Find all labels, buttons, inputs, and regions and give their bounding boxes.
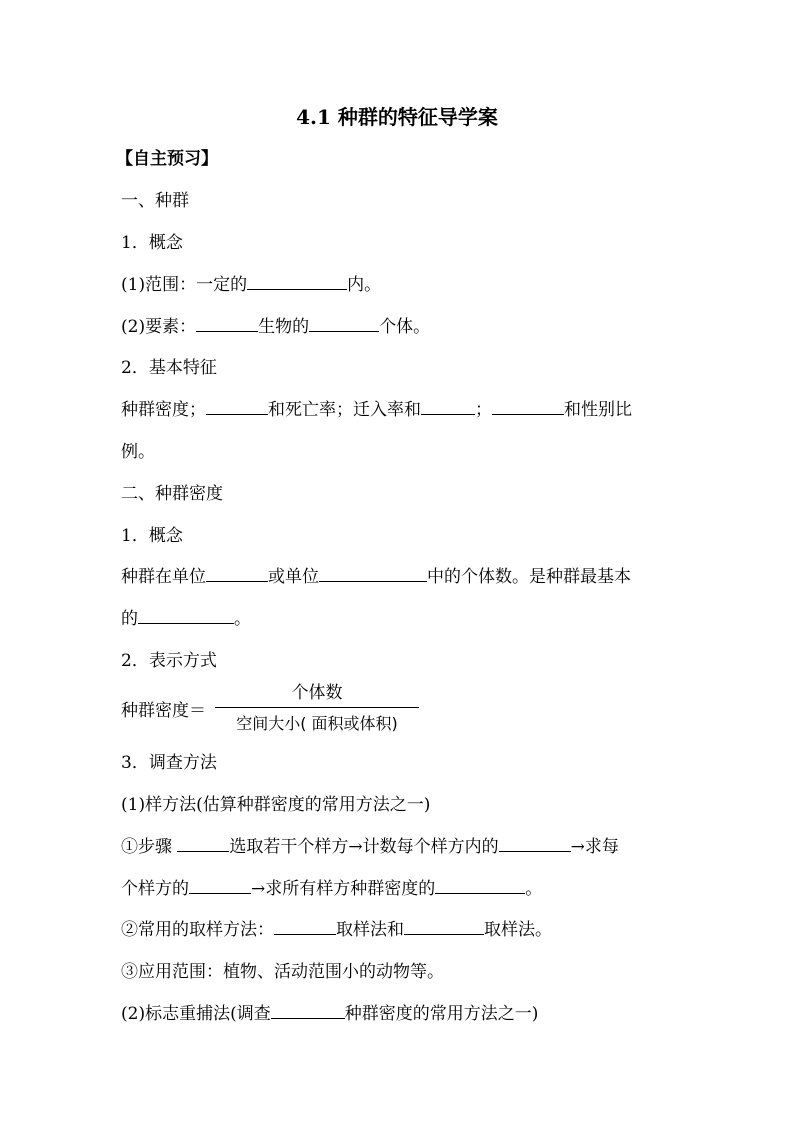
page-title: 4.1 种群的特征导学案 [296,105,498,129]
sampling-line [121,919,552,941]
density-blank-1[interactable] [206,566,268,582]
sampling-text-a: ②常用的取样方法： [121,920,274,940]
steps-blank-1[interactable] [177,836,229,852]
expression-heading: 2．表示方式 [121,651,217,671]
mark-recapture-line [121,1003,538,1025]
density-concept-d: 的 [121,609,138,629]
features-line [121,399,632,421]
steps-text-f: 。 [525,879,543,899]
features-line-cont: 例。 [121,442,155,462]
concept-heading: 1．概念 [121,233,183,253]
scope-line [121,274,381,296]
density-concept-e: 。 [234,609,251,629]
steps-text-c: →求每 [570,837,619,857]
formula-numerator: 个体数 [291,683,343,703]
steps-text-b: 选取若干个样方→计数每个样方内的 [229,837,499,857]
mark-text-b: 种群密度的常用方法之一) [344,1004,539,1024]
density-concept-a: 种群在单位 [121,567,206,587]
features-text-d: 和性别比 [564,400,632,420]
quadrat-heading: (1)样方法(估算种群密度的常用方法之一) [121,795,431,815]
steps-blank-4[interactable] [435,878,525,894]
features-heading: 2．基本特征 [121,358,217,378]
steps-blank-3[interactable] [189,878,251,894]
sampling-text-b: 取样法和 [336,920,404,940]
sampling-blank-2[interactable] [404,919,484,935]
mark-text-a: (2)标志重捕法(调查 [121,1004,271,1024]
elements-end-text: 个体。 [379,317,431,337]
steps-text-a: ①步骤 [121,837,172,857]
steps-text-e: →求所有样方种群密度的 [251,879,436,899]
section-population-heading: 一、种群 [121,191,189,211]
density-concept-c: 中的个体数。是种群最基本 [427,567,631,587]
mark-blank[interactable] [271,1003,345,1019]
steps-blank-2[interactable] [499,836,571,852]
density-concept-heading: 1．概念 [121,526,183,546]
elements-blank-2[interactable] [309,316,379,332]
scope-end-text: 内。 [347,275,382,295]
section-density-heading: 二、种群密度 [121,484,223,504]
steps-line [121,836,619,858]
steps-text-d: 个样方的 [121,879,189,899]
density-blank-2[interactable] [319,566,427,582]
density-concept-b: 或单位 [268,567,319,587]
density-concept-line [121,566,631,588]
scope-blank[interactable] [247,274,347,290]
range-line: ③应用范围：植物、活动范围小的动物等。 [121,962,444,982]
features-blank-2[interactable] [421,399,475,415]
scope-text: (1)范围：一定的 [121,275,248,295]
features-text-b: 和死亡率；迁入率和 [268,400,421,420]
density-formula [121,680,441,740]
density-concept-line-cont [121,608,251,630]
formula-denominator: 空间大小( 面积或体积) [236,714,398,733]
formula-lhs: 种群密度＝ [121,701,206,721]
elements-text: (2)要素： [121,317,197,337]
features-blank-1[interactable] [206,399,268,415]
elements-line [121,316,430,338]
section-preview-heading: 【自主预习】 [116,149,218,169]
fraction-bar [215,707,419,708]
density-blank-3[interactable] [138,608,234,624]
steps-line-cont [121,878,542,900]
elements-mid-text: 生物的 [258,317,310,337]
method-heading: 3．调查方法 [121,753,217,773]
features-text-a: 种群密度； [121,400,206,420]
elements-blank-1[interactable] [196,316,258,332]
features-text-c: ； [475,400,492,420]
features-blank-3[interactable] [492,399,564,415]
sampling-blank-1[interactable] [274,919,336,935]
sampling-text-c: 取样法。 [484,920,552,940]
